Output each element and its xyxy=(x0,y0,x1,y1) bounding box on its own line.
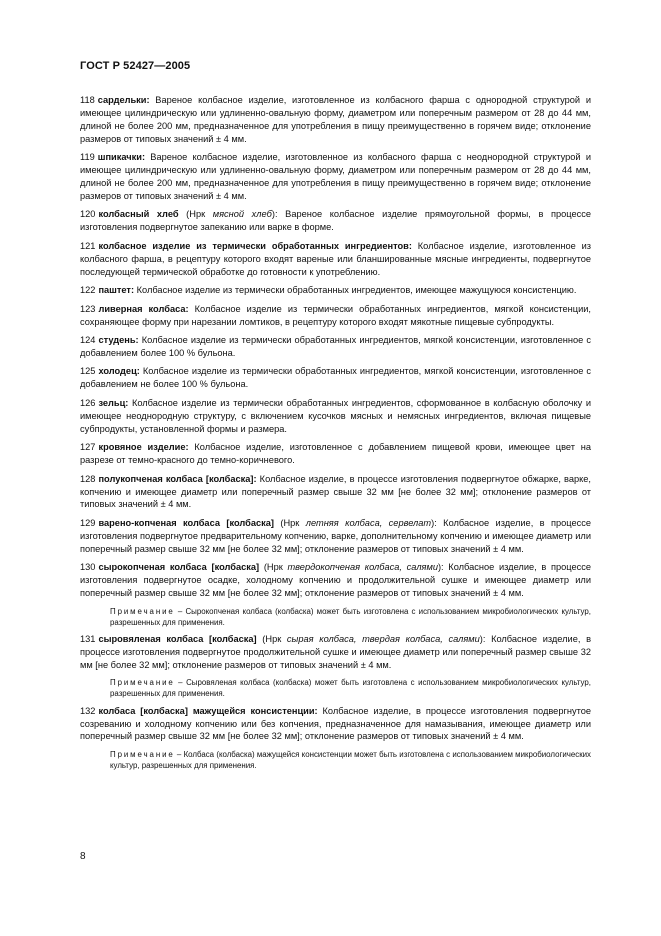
term-title: варено-копченая колбаса [колбаска] xyxy=(98,517,274,528)
term-deprecated: сырая колбаса, твердая колбаса, салями xyxy=(286,633,480,644)
term-deprecated-prefix: (Нрк xyxy=(178,209,213,220)
term-title: холодец: xyxy=(98,366,140,377)
term-number: 123 xyxy=(80,303,96,314)
term-entry-128 xyxy=(80,473,591,512)
term-definition: Вареное колбасное изделие, изготовленное из колбасного фарша с однородной структурой и имеющее цилиндрическую или удлиненно-овальную форму, диаметром или поперечным размером от 28 до 44 мм, длиной не более 200 мм, предназначенное для употребления в пищу преимущественно в горячем виде; отклонение размеров от типовых значений ± 4 мм. xyxy=(80,95,591,144)
term-number: 118 xyxy=(80,95,95,105)
note-131 xyxy=(80,677,591,699)
term-entry-122 xyxy=(80,284,591,297)
term-definition: Колбасное изделие, в процессе изготовления подвергнутое созреванию и холодному копчению или без копчения, предназначенное для намазывания, имеющее диаметр или поперечный размер свыше 32 мм [не более 32 мм]; отклонение размеров от типовых значений ± 4 мм. xyxy=(80,705,591,742)
note-text: – Сыровяленая колбаса (колбаска) может быть изготовлена с использованием микробиологических культур, разрешенных для применения. xyxy=(110,678,591,699)
term-title: паштет: xyxy=(98,285,135,296)
term-title: зельц: xyxy=(98,397,129,408)
note-132 xyxy=(80,749,591,771)
terms-list xyxy=(80,94,591,776)
term-deprecated: летняя колбаса, сервелат xyxy=(305,517,432,528)
term-deprecated-prefix: (Нрк xyxy=(256,633,287,644)
note-label: Примечание xyxy=(110,678,175,688)
term-number: 119 xyxy=(80,152,95,163)
term-title: колбасный хлеб xyxy=(98,209,179,220)
term-title: студень: xyxy=(98,335,139,346)
term-title: шпикачки: xyxy=(97,152,146,163)
note-first-line xyxy=(80,677,591,699)
term-entry-121 xyxy=(80,240,591,279)
term-title: сардельки: xyxy=(97,95,150,105)
term-number: 130 xyxy=(80,562,96,573)
term-entry-125 xyxy=(80,365,591,391)
term-entry-126 xyxy=(80,397,591,436)
note-text: – Колбаса (колбаска) мажущейся консистенции может быть изготовлена с использованием микробиологических культур, разрешенных для применения. xyxy=(110,749,591,771)
term-entry-127 xyxy=(80,441,591,467)
term-deprecated: твердокопченая колбаса, салями xyxy=(287,562,438,573)
term-number: 131 xyxy=(80,633,96,644)
document-code: ГОСТ Р 52427—2005 xyxy=(80,60,191,72)
term-number: 124 xyxy=(80,335,96,346)
term-entry-129 xyxy=(80,517,591,556)
term-title: колбасное изделие из термически обработанных ингредиентов: xyxy=(98,240,412,251)
term-title: кровяное изделие: xyxy=(98,442,189,453)
term-definition: Колбасное изделие, изготовленное из колбасного фарша, в рецептуру которого входят вареные или бланшированные мясные ингредиенты, подвергнутое последующей термической обработке до готовности к употреблению. xyxy=(80,240,591,277)
note-label: Примечание xyxy=(110,749,175,759)
term-number: 129 xyxy=(80,517,96,528)
term-entry-124 xyxy=(80,334,591,360)
term-entry-120 xyxy=(80,208,591,234)
term-definition: Колбасное изделие из термически обработанных ингредиентов, имеющее мажущуюся консистенцию. xyxy=(134,285,577,296)
term-title: колбаса [колбаска] мажущейся консистенции: xyxy=(98,705,318,716)
term-number: 120 xyxy=(80,209,96,220)
term-definition: ): Колбасное изделие, в процессе изготовления подвергнутое продолжительной сушке и имеющее диаметр или поперечный размер свыше 32 мм [не более 32 мм]; отклонение размеров от типовых значений ± 4 мм. xyxy=(80,633,591,670)
note-130 xyxy=(80,606,591,628)
term-definition: Колбасное изделие из термически обработанных ингредиентов, мягкой консистенции, сохраняющее форму при нарезании ломтиков, в рецептуру которого входят мякотные пищевые субпродукты. xyxy=(80,303,591,327)
term-deprecated-prefix: (Нрк xyxy=(274,517,306,528)
term-number: 132 xyxy=(80,705,96,716)
term-deprecated: мясной хлеб xyxy=(212,209,272,220)
term-title: сыровяленая колбаса [колбаска] xyxy=(98,633,257,644)
term-title: ливерная колбаса: xyxy=(98,303,189,314)
note-text: – Сырокопченая колбаса (колбаска) может быть изготовлена с использованием микробиологических культур, разрешенных для применения. xyxy=(110,606,591,627)
term-entry-118 xyxy=(80,94,591,146)
term-entry-123 xyxy=(80,303,591,329)
term-definition: Колбасное изделие из термически обработанных ингредиентов, мягкой консистенции, изготовленное с добавлением не более 100 % бульона. xyxy=(80,366,591,390)
term-definition: Вареное колбасное изделие, изготовленное из колбасного фарша с неоднородной структурой и имеющее цилиндрическую или удлиненно-овальную форму, диаметром или поперечным размером от 28 до 44 мм, длиной не более 200 мм, предназначенное для употребления в пищу преимущественно в горячем виде; отклонение размеров от типовых значений ± 4 мм. xyxy=(80,152,591,201)
note-first-line xyxy=(80,606,591,628)
term-number: 125 xyxy=(80,366,96,377)
term-deprecated-prefix: (Нрк xyxy=(259,562,288,573)
page-number: 8 xyxy=(80,851,86,862)
term-number: 127 xyxy=(80,442,96,453)
term-number: 126 xyxy=(80,397,96,408)
term-entry-119 xyxy=(80,151,591,203)
term-definition: ): Вареное колбасное изделие прямоугольной формы, в процессе изготовления подвергнутое запеканию или варке в форме. xyxy=(80,209,592,233)
term-definition: Колбасное изделие из термически обработанных ингредиентов, сформованное в колбасную оболочку и имеющее неоднородную структуру, с включением кусочков мясных и немясных ингредиентов, включая пищевые субпродукты, установленной формы и размера. xyxy=(80,397,591,434)
term-entry-132 xyxy=(80,705,591,744)
term-entry-131 xyxy=(80,633,591,672)
term-definition: ): Колбасное изделие, в процессе изготовления подвергнутое предварительному копчению, варке, дополнительному копчению и имеющее диаметр или поперечный размер свыше 32 мм [не более 32 мм]; отклонение размеров от типовых значений ± 4 мм. xyxy=(80,517,592,554)
term-number: 122 xyxy=(80,285,96,296)
term-number: 128 xyxy=(80,473,96,484)
term-definition: Колбасное изделие из термически обработанных ингредиентов, мягкой консистенции, изготовленное с добавлением более 100 % бульона. xyxy=(80,335,591,358)
term-definition: Колбасное изделие, в процессе изготовления подвергнутое обжарке, варке, копчению и имеющее диаметр или поперечный размер свыше 32 мм [не более 32 мм]; отклонение размеров от типовых значений ± 4 мм. xyxy=(80,473,591,510)
term-definition: ): Колбасное изделие, в процессе изготовления подвергнутое осадке, холодному копчению и продолжительной сушке и имеющее диаметр или поперечный размер свыше 32 мм [не более 32 мм]; отклонение размеров от типовых значений ± 4 мм. xyxy=(80,562,592,599)
term-title: сырокопченая колбаса [колбаска] xyxy=(98,562,260,573)
term-entry-130 xyxy=(80,561,591,600)
term-title: полукопченая колбаса [колбаска]: xyxy=(98,473,257,484)
term-definition: Колбасное изделие, изготовленное с добавлением пищевой крови, имеющее цвет на разрезе от темно-красного до темно-коричневого. xyxy=(80,442,592,466)
note-first-line xyxy=(80,749,591,771)
note-label: Примечание xyxy=(110,606,175,616)
term-number: 121 xyxy=(80,240,96,251)
